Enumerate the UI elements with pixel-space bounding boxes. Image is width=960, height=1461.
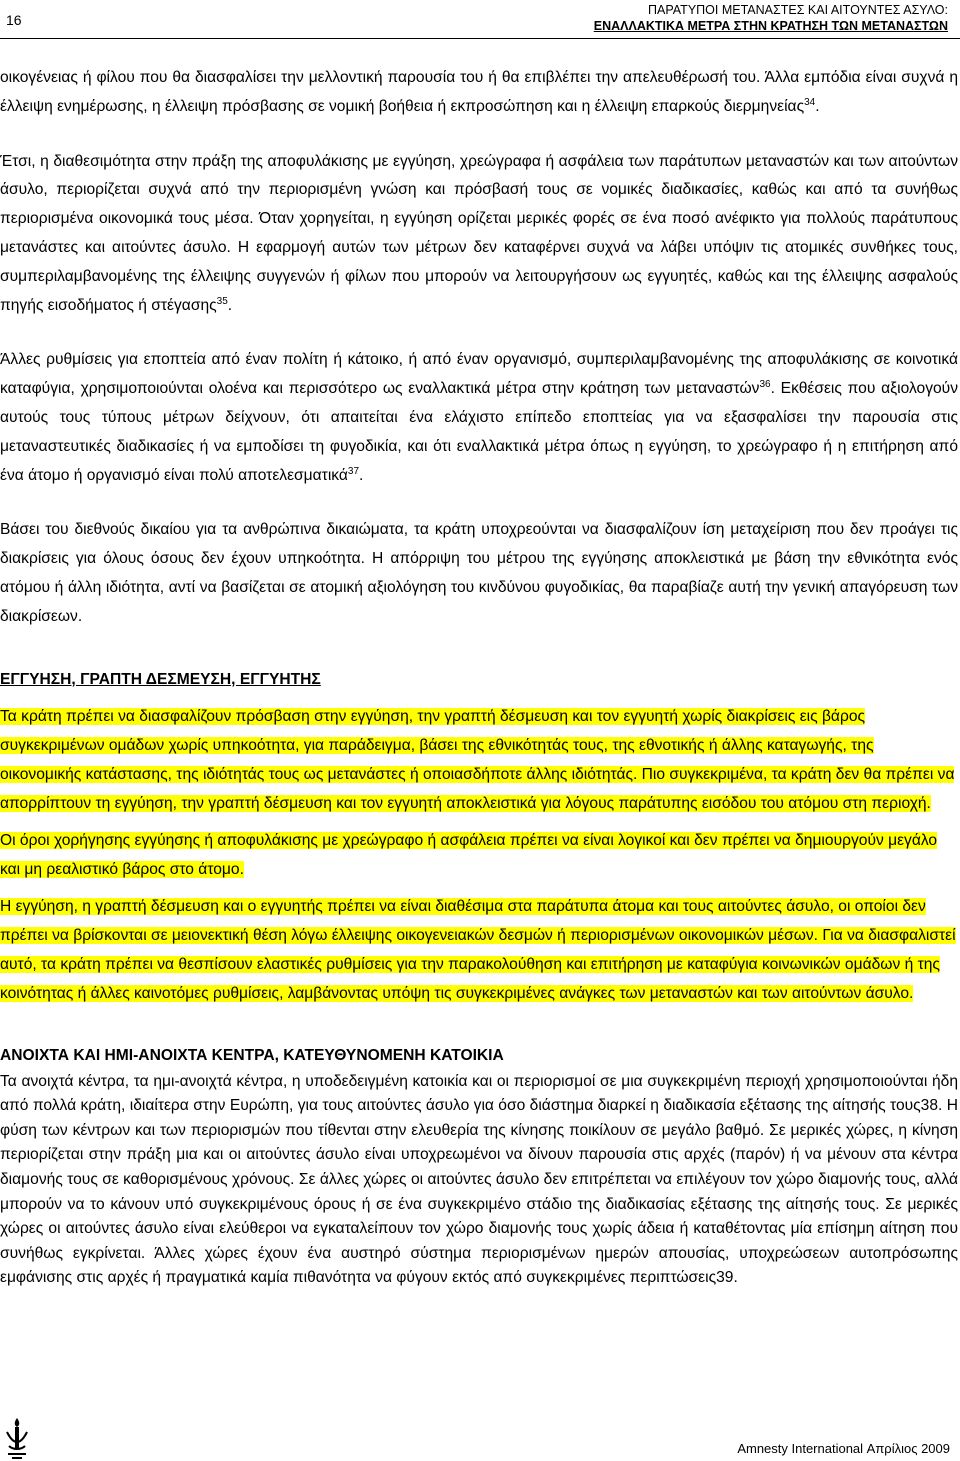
footnote-ref: 36 [759, 378, 771, 390]
page-number: 16 [6, 12, 22, 28]
recommendation-2 [0, 826, 958, 884]
paragraph-text: οικογένειας ή φίλου που θα διασφαλίσει την μελλοντική παρουσία του ή θα επιβλέπει την απελευθέρωσή του. Άλλα εμπόδια είναι συχνά η έλλειψη ενημέρωσης, η έλλειψη πρόσβασης σε νομική βοήθεια ή εκπροσώπηση και η έλλειψη επαρκούς διερμηνείας [0, 69, 958, 115]
footnote-ref: 37 [347, 465, 360, 477]
paragraph-text: Έτσι, η διαθεσιμότητα στην πράξη της αποφυλάκισης με εγγύηση, χρεώγραφα ή ασφάλεια των παράτυπων μεταναστών και των αιτούντων άσυλο, περιορίζεται συχνά από την περιορισμένη γνώση και πρόσβασή τους σε νομικές διαδικασίες, καθώς και από τα συνήθως περιορισμένα οικονομικά τους μέσα. Όταν χορηγείται, η εγγύηση ορίζεται μερικές φορές σε ένα ποσό ανέφικτο για πολλούς παράτυπους μετανάστες και αιτούντες άσυλο. Η εφαρμογή αυτών των μέτρων δεν καταφέρνει συχνά να λάβει υπόψιν τις ατομικές συνθήκες τους, συμπεριλαμβανομένης της έλλειψης συγγενών ή φίλων που μπορούν να λειτουργήσουν ως εγγυητές, καθώς και της έλλειψης ασφαλούς πηγής εισοδήματος ή στέγασης [0, 152, 958, 314]
paragraph-2 [0, 148, 958, 321]
header-subtitle: ΕΝΑΛΛΑΚΤΙΚΑ ΜΕΤΡΑ ΣΤΗΝ ΚΡΑΤΗΣΗ ΤΩΝ ΜΕΤΑΝΑΣΤΩΝ [593, 19, 948, 33]
paragraph-end: . [359, 466, 364, 484]
paragraph-3 [0, 346, 958, 490]
paragraph-text: . Εκθέσεις που αξιολογούν αυτούς τους τύπους μέτρων δείχνουν, ότι απαιτείται ένα ελάχιστο επίπεδο εποπτείας για να εξασφαλίσει την παρουσία στις μεταναστευτικές διαδικασίες ή να εμποδίσει τη φυγοδικία, και ότι εναλλακτικά μέτρα όπως η εγγύηση, το χρεώγραφο ή η επιτήρηση από ένα άτομο ή οργανισμό είναι πολύ αποτελεσματικά [0, 380, 958, 484]
paragraph-4: Βάσει του διεθνούς δικαίου για τα ανθρώπινα δικαιώματα, τα κράτη υποχρεούνται να διασφαλίζουν ίση μεταχείριση που δεν προάγει τις διακρίσεις για όλους όσους δεν έχουν υπηκοότητα. Η απόρριψη του μέτρου της εγγύησης αποκλειστικά με βάση την εθνικότητα ενός ατόμου ή άλλη ιδιότητα, αντί να βασίζεται σε ατομική αξιολόγηση του κινδύνου φυγοδικίας, θα παραβίαζε αυτή την γενική απαγόρευση των διακρίσεων. [0, 521, 958, 625]
highlighted-text: Η εγγύηση, η γραπτή δέσμευση και ο εγγυητής πρέπει να είναι διαθέσιμα στα παράτυπα άτομα και τους αιτούντες άσυλο, οι οποίοι δεν πρέπει να βρίσκονται σε μειονεκτική θέση λόγω έλλειψης οικογενειακών δεσμών ή περιορισμένων οικονομικών μέσων. Για να διασφαλιστεί αυτό, τα κράτη πρέπει να θεσπίσουν ελαστικές ρυθμίσεις για την παρακολούθηση και επιτήρηση με καταφύγια κοινωνικών ομάδων ή της κοινότητας ή άλλες καινοτόμες ρυθμίσεις, λαμβάνοντας υπόψη τις συγκεκριμένες ανάγκες των μεταναστών και των αιτούντων άσυλο. [0, 897, 956, 1002]
recommendation-3 [0, 892, 958, 1008]
section-heading-open-centres: ΑΝΟΙΧΤΑ ΚΑΙ ΗΜΙ-ΑΝΟΙΧΤΑ ΚΕΝΤΡΑ, ΚΑΤΕΥΘΥΝΟΜΕΝΗ ΚΑΤΟΙΚΙΑ [0, 1046, 504, 1064]
spacer [0, 694, 958, 702]
section-heading-bail: ΕΓΓΥΗΣΗ, ΓΡΑΠΤΗ ΔΕΣΜΕΥΣΗ, ΕΓΓΥΗΤΗΣ [0, 670, 321, 688]
spacer [0, 490, 958, 516]
header-title: ΠΑΡΑΤΥΠΟΙ ΜΕΤΑΝΑΣΤΕΣ ΚΑΙ ΑΙΤΟΥΝΤΕΣ ΑΣΥΛΟ: [648, 3, 948, 17]
paragraph-end: . [227, 296, 233, 314]
recommendation-1 [0, 702, 958, 818]
footnote-ref: 34 [804, 96, 816, 108]
footer-text: Amnesty International Απρίλιος 2009 [737, 1441, 950, 1456]
footnote-ref: 35 [216, 295, 228, 307]
paragraph-1 [0, 64, 958, 122]
paragraph-text: Άλλες ρυθμίσεις για εποπτεία από έναν πολίτη ή κάτοικο, ή από έναν οργανισμό, συμπεριλαμβανομένης της αποφυλάκισης σε κοινοτικά καταφύγια, χρησιμοποιούνται ολοένα και περισσότερο ως εναλλακτικά μέτρα στην κράτηση των μεταναστών [0, 351, 958, 398]
highlighted-text: Οι όροι χορήγησης εγγύησης ή αποφυλάκισης με χρεώγραφο ή ασφάλεια πρέπει να είναι λογικοί και δεν πρέπει να δημιουργούν μεγάλο και μη ρεαλιστικό βάρος στο άτομο. [0, 831, 938, 878]
recommendations-highlighted [0, 702, 958, 1008]
spacer [0, 632, 958, 666]
spacer [0, 320, 958, 346]
spacer [0, 1016, 958, 1042]
header-rule [0, 38, 960, 39]
paragraph-end: . [815, 97, 820, 115]
paragraph-open-centres: Τα ανοιχτά κέντρα, τα ημι-ανοιχτά κέντρα, η υποδεδειγμένη κατοικία και οι περιορισμοί σε μια συγκεκριμένη περιοχή χρησιμοποιούνται ήδη από πολλά κράτη, ιδιαίτερα στην Ευρώπη, για τους αιτούντες άσυλο για όσο διάστημα διαρκεί η διαδικασία εξέτασης της αίτησής τους38. Η φύση των κέντρων και των περιορισμών που τίθενται στην ελευθερία της κίνησης ποικίλουν σε μεγάλο βαθμό. Σε μερικές χώρες, η κίνηση περιορίζεται στην πράξη μια και οι αιτούντες άσυλο είναι υποχρεωμένοι να δίνουν παρουσία στις αρχές (παρόν) ή να μένουν στα κέντρα διαμονής τους σε καθορισμένους χρόνους. Σε άλλες χώρες οι αιτούντες άσυλο δεν επιτρέπεται να επιλέγουν τον χώρο διαμονής τους, αλλά μπορούν να το κάνουν υπό συγκεκριμένους όρους ή σε ένα συγκεκριμένο στάδιο της διαδικασίας εξέτασης της αίτησής τους. Σε μερικές χώρες οι αιτούντες άσυλο είναι ελεύθεροι να εγκαταλείπουν τον χώρο διαμονής τους χωρίς άδεια ή καταθέτοντας μία επίσημη αίτηση που συνήθως εγκρίνεται. Άλλες χώρες έχουν ένα αυστηρό σύστημα περιορισμένων ημερών απουσίας, υποχρεώσεων αυτοπρόσωπης εμφάνισης στις αρχές ή πραγματικά καμία πιθανότητα να φύγουν εκτός από συγκεκριμένες περιπτώσεις39. [0, 1072, 958, 1287]
document-body [0, 64, 958, 1291]
highlighted-text: Τα κράτη πρέπει να διασφαλίζουν πρόσβαση στην εγγύηση, την γραπτή δέσμευση και τον εγγυητή χωρίς διακρίσεις εις βάρος συγκεκριμένων ομάδων χωρίς υπηκοότητα, για παράδειγμα, βάσει της εθνικότητάς τους, της εθνοτικής ή άλλης καταγωγής, της οικονομικής κατάστασης, της ιδιότητάς τους ως μετανάστες ή οποιασδήποτε άλλης ιδιότητάς. Πιο συγκεκριμένα, τα κράτη δεν θα πρέπει να απορρίπτουν τη εγγύηση, την γραπτή δέσμευση και τον εγγυητή αποκλειστικά για λόγους παράτυπης εισόδου του ατόμου στη περιοχή. [0, 707, 955, 812]
amnesty-candle-icon [4, 1416, 30, 1460]
running-header [594, 2, 948, 34]
spacer [0, 122, 958, 148]
